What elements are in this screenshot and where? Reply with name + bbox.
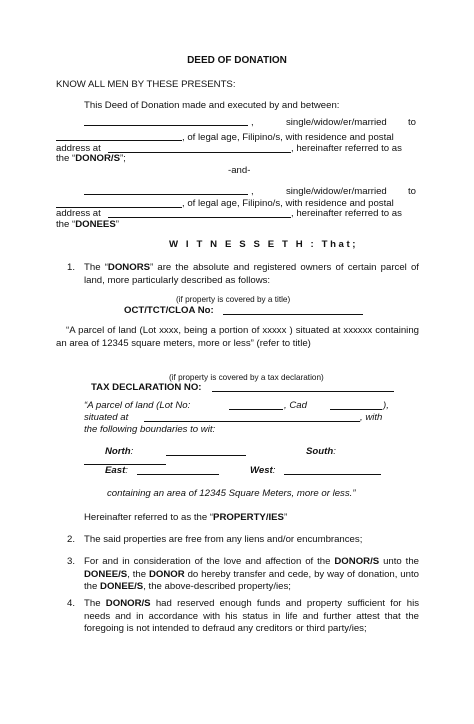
item-4-number: 4.	[67, 598, 76, 609]
donee-name-line	[84, 194, 248, 195]
to-word: to	[408, 186, 417, 197]
and-separator: -and-	[228, 165, 251, 176]
donor-second-line	[56, 140, 182, 141]
lot-number-line	[229, 409, 283, 410]
west-label: West:	[250, 465, 276, 476]
donee-designation: the “DONEES”	[56, 219, 119, 230]
legal-age-text: , of legal age, Filipino/s, with residence and postal	[182, 198, 394, 209]
legal-age-text: , of legal age, Filipino/s, with residence and postal	[182, 132, 394, 143]
donor-name-line	[84, 125, 248, 126]
parcel2-line1: “A parcel of land (Lot No:	[84, 400, 191, 411]
east-line	[137, 474, 219, 475]
east-label: East:	[105, 465, 128, 476]
west-line	[284, 474, 381, 475]
item-2-number: 2.	[67, 534, 76, 545]
taxdec-number-line	[212, 391, 394, 392]
item-3-number: 3.	[67, 556, 76, 567]
note-taxdec: (if property is covered by a tax declaration)	[169, 373, 324, 382]
item-3-text: For and in consideration of the love and affection of the DONOR/S unto the DONEE/S, the DONOR do hereby transfer and cede, by way of donation, unto the DONEE/S, the above-described property/ies;	[84, 556, 419, 592]
with-word: , with	[360, 412, 383, 423]
cad-number-line	[330, 409, 382, 410]
cad-label: , Cad	[284, 400, 307, 411]
paren-close: ),	[383, 400, 389, 411]
civil-status: single/widow/er/married	[286, 186, 387, 197]
situated-label: situated at	[84, 412, 129, 423]
item-1-text: The “DONORS” are the absolute and registered owners of certain parcel of land, more particularly described as follows:	[84, 262, 419, 286]
hereinafter-text: , hereinafter referred to as	[291, 143, 402, 154]
hereinafter-text: , hereinafter referred to as	[291, 208, 402, 219]
document-page: DEED OF DONATION KNOW ALL MEN BY THESE PRESENTS: This Deed of Donation made and executed by and between: , single/widow/er/married to , of legal age, Filipino/s, with residence and postal address at , hereinafter referred to as the “DONOR/S”; -and- , single/widow/er/married to , of legal age, Filipino/s, with residence and postal address at , hereinafter referred to as the “DONEES” W I T N E S S E T H : That; 1. The “DONORS” are the absolute and registered owners of certain parcel of land, more particularly described as follows: (if property is covered by a title) OCT/TCT/CLOA No: “A parcel of land (Lot xxxx, being a portion of xxxxx ) situated at xxxxxx containing an area of 12345 square meters, more or less” (refer to title) (if property is covered by a tax declaration) TAX DECLARATION NO: “A parcel of land (Lot No: , Cad ), situated at , with the following boundaries to wit: North: South: East: West: containing an area of 12345 Square Meters, more or less.” Hereinafter referred to as the “PROPERTY/IES” 2. The said properties are free from any liens and/or encumbrances; 3. For and in consideration of the love and affection of the DONOR/S unto the DONEE/S, the DONOR do hereby transfer and cede, by way of donation, unto the DONEE/S, the above-described property/ies; 4. The DONOR/S had reserved enough funds and property sufficient for his needs and in accordance with his status in life and further attest that the foregoing is not intended to defraud any creditors or third party/ies;	[0, 0, 474, 724]
preamble: This Deed of Donation made and executed by and between:	[84, 100, 340, 111]
area-line: containing an area of 12345 Square Meters, more or less.”	[107, 488, 356, 499]
boundaries-intro: the following boundaries to wit:	[84, 424, 216, 435]
witnesseth-heading: W I T N E S S E T H : That;	[169, 239, 359, 250]
address-label: address at	[56, 208, 101, 219]
parcel-description-title: “A parcel of land (Lot xxxx, being a portion of xxxxx ) situated at xxxxxx containing an area of 12345 square meters, more or less” (refer to title)	[56, 325, 419, 349]
oct-label: OCT/TCT/CLOA No:	[124, 305, 214, 316]
north-label: North:	[105, 446, 134, 457]
address-label: address at	[56, 143, 101, 154]
oct-number-line	[223, 314, 363, 315]
item-2-text: The said properties are free from any liens and/or encumbrances;	[84, 534, 363, 545]
south-label: South:	[306, 446, 336, 457]
donor-designation: the “DONOR/S”;	[56, 153, 126, 164]
note-title: (if property is covered by a title)	[176, 295, 291, 304]
hereinafter-property: Hereinafter referred to as the “PROPERTY/IES”	[84, 512, 288, 523]
item-1-number: 1.	[67, 262, 76, 273]
donee-address-line	[108, 217, 291, 218]
document-title: DEED OF DONATION	[187, 55, 287, 66]
civil-status: single/widow/er/married	[286, 117, 387, 128]
to-word: to	[408, 117, 417, 128]
intro-line: KNOW ALL MEN BY THESE PRESENTS:	[56, 79, 236, 90]
situated-line	[144, 421, 360, 422]
taxdec-label: TAX DECLARATION NO:	[91, 382, 202, 393]
donor-address-line	[108, 152, 291, 153]
item-4-text: The DONOR/S had reserved enough funds and property sufficient for his needs and in accordance with his status in life and further attest that the foregoing is not intended to defraud any creditors or third party/ies;	[84, 598, 420, 634]
north-line	[166, 455, 246, 456]
